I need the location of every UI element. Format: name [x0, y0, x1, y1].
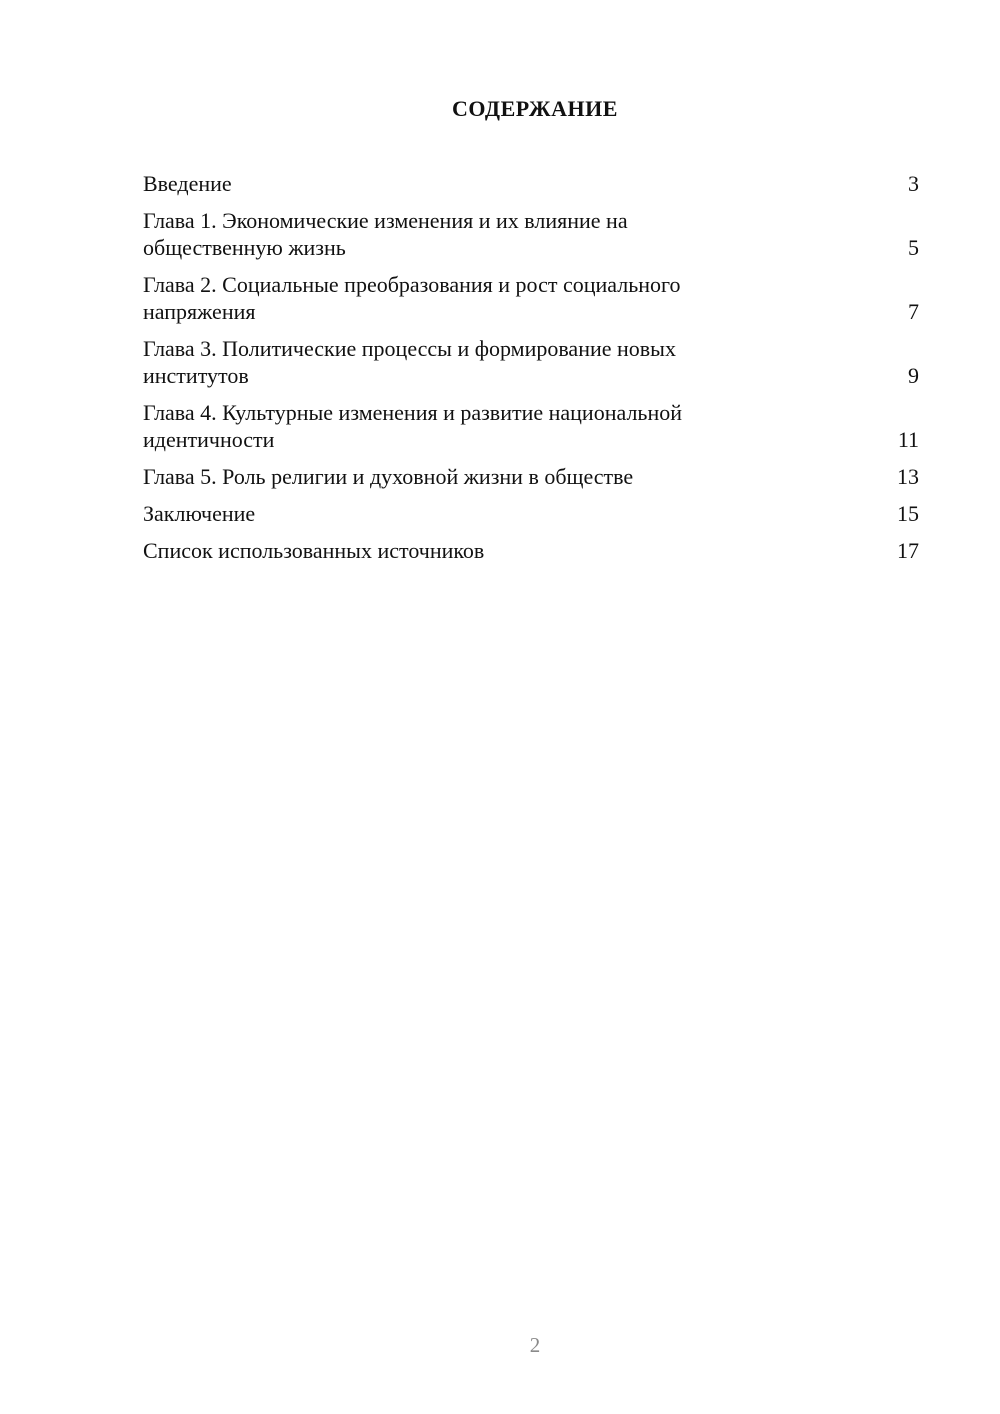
table-of-contents	[143, 170, 919, 574]
toc-entry-text: Глава 3. Политические процессы и формирование новых институтов	[143, 336, 676, 388]
toc-entry-page: 5	[908, 235, 919, 260]
toc-entry-text: Глава 2. Социальные преобразования и рост социального напряжения	[143, 272, 681, 324]
toc-entry-page: 7	[908, 299, 919, 324]
toc-title: СОДЕРЖАНИЕ	[452, 96, 618, 121]
toc-entry-text: Глава 5. Роль религии и духовной жизни в обществе	[143, 464, 634, 489]
toc-entry-references	[143, 537, 919, 564]
toc-entry-chapter-2	[143, 271, 919, 325]
toc-entry-introduction	[143, 170, 919, 197]
toc-entry-page: 9	[908, 363, 919, 388]
toc-entry-text: Введение	[143, 171, 232, 196]
toc-entry-text: Глава 4. Культурные изменения и развитие национальной идентичности	[143, 400, 682, 452]
toc-entry-text: Заключение	[143, 501, 256, 526]
toc-entry-page: 11	[897, 427, 919, 452]
toc-entry-page: 17	[897, 538, 919, 563]
page-number: 2	[529, 1333, 541, 1357]
toc-entry-page: 3	[908, 171, 919, 196]
toc-entry-text: Список использованных источников	[143, 538, 485, 563]
toc-entry-text: Глава 1. Экономические изменения и их влияние на общественную жизнь	[143, 208, 628, 260]
toc-entry-chapter-1	[143, 207, 919, 261]
toc-entry-chapter-4	[143, 399, 919, 453]
toc-entry-chapter-3	[143, 335, 919, 389]
toc-entry-page: 15	[897, 501, 919, 526]
toc-entry-conclusion	[143, 500, 919, 527]
toc-entry-page: 13	[897, 464, 919, 489]
toc-entry-chapter-5	[143, 463, 919, 490]
